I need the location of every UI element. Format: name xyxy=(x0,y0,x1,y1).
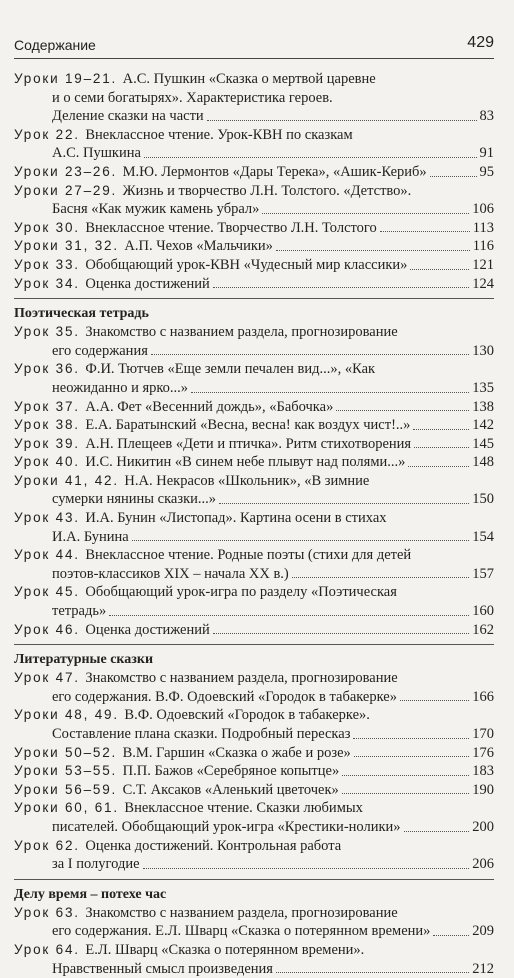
page-reference: 124 xyxy=(472,275,494,292)
lesson-label: Урок 38. xyxy=(14,417,86,433)
lesson-title: Урок 35. Знакомство с названием раздела, прогнозирование xyxy=(14,324,398,341)
lesson-title-continued: И.А. Бунина xyxy=(52,528,129,545)
toc-entry-line xyxy=(14,453,494,472)
toc-entry[interactable] xyxy=(14,182,494,219)
dot-leader xyxy=(276,250,470,251)
toc-entry[interactable] xyxy=(14,256,494,275)
lesson-label: Урок 63. xyxy=(14,904,86,920)
dot-leader xyxy=(342,775,469,776)
toc-entry-line xyxy=(14,126,494,145)
toc-entry[interactable] xyxy=(14,416,494,435)
toc-entry[interactable] xyxy=(14,837,494,874)
toc-entry[interactable] xyxy=(14,323,494,360)
toc-entry-line xyxy=(14,360,494,379)
toc-entry[interactable] xyxy=(14,781,494,800)
toc-entry[interactable] xyxy=(14,762,494,781)
lesson-label: Урок 46. xyxy=(14,621,86,637)
toc-entry-line xyxy=(14,237,494,256)
toc-entry[interactable] xyxy=(14,435,494,454)
lesson-label: Уроки 27–29. xyxy=(14,182,123,198)
toc-entry-line xyxy=(14,107,494,126)
lesson-title: Уроки 56–59. С.Т. Аксаков «Аленький цветочек» xyxy=(14,781,339,798)
page-reference: 113 xyxy=(472,219,494,236)
lesson-label: Урок 62. xyxy=(14,837,86,853)
lesson-title-continued: писателей. Обобщающий урок-игра «Крестики-нолики» xyxy=(52,818,401,835)
page-reference: 157 xyxy=(472,565,494,582)
page-reference: 116 xyxy=(472,238,494,255)
page-reference: 176 xyxy=(472,744,494,761)
lesson-title: Урок 44. Внеклассное чтение. Родные поэты (стихи для детей xyxy=(14,547,412,564)
section-divider xyxy=(14,879,494,880)
toc-entry[interactable] xyxy=(14,70,494,126)
lesson-title: Урок 45. Обобщающий урок-игра по разделу «Поэтическая xyxy=(14,584,397,601)
toc-entry-line xyxy=(14,70,494,89)
page-reference: 135 xyxy=(472,379,494,396)
dot-leader xyxy=(380,231,470,232)
toc-entry-line xyxy=(14,342,494,361)
toc-entry-line xyxy=(14,398,494,417)
lesson-title-continued: Басня «Как мужик камень убрал» xyxy=(52,201,260,218)
lesson-label: Урок 39. xyxy=(14,435,86,451)
lesson-label: Уроки 60, 61. xyxy=(14,800,125,816)
section-divider xyxy=(14,298,494,299)
lesson-title-continued: Нравственный смысл произведения xyxy=(52,960,273,977)
lesson-title: Уроки 50–52. В.М. Гаршин «Сказка о жабе и розе» xyxy=(14,744,351,761)
section-heading: Литературные сказки xyxy=(14,652,154,668)
lesson-title-continued: за I полугодие xyxy=(52,856,140,873)
lesson-title-continued: его содержания. В.Ф. Одоевский «Городок в табакерке» xyxy=(52,688,397,705)
lesson-label: Урок 36. xyxy=(14,361,86,377)
lesson-label: Урок 64. xyxy=(14,941,86,957)
page-reference: 138 xyxy=(472,398,494,415)
dot-leader xyxy=(143,868,470,869)
page-reference: 162 xyxy=(472,621,494,638)
toc-entry[interactable] xyxy=(14,219,494,238)
toc-entry-line xyxy=(14,435,494,454)
lesson-title: Урок 37. А.А. Фет «Весенний дождь», «Бабочка» xyxy=(14,398,334,415)
lesson-title: Уроки 19–21. А.С. Пушкин «Сказка о мертвой царевне xyxy=(14,71,376,87)
lesson-title: Уроки 48, 49. В.Ф. Одоевский «Городок в табакерке». xyxy=(14,707,370,724)
page-reference: 121 xyxy=(472,256,494,273)
lesson-title: Урок 30. Внеклассное чтение. Творчество Л.Н. Толстого xyxy=(14,219,377,236)
lesson-title: Урок 62. Оценка достижений. Контрольная работа xyxy=(14,837,342,854)
toc-entry[interactable] xyxy=(14,669,494,706)
dot-leader xyxy=(354,756,469,757)
table-of-contents xyxy=(14,70,494,978)
toc-entry-line xyxy=(14,144,494,163)
lesson-title-continued: Деление сказки на части xyxy=(52,108,204,125)
lesson-title-continued: тетрадь» xyxy=(52,603,107,620)
toc-entry-line xyxy=(14,182,494,201)
lesson-label: Урок 47. xyxy=(14,670,86,686)
lesson-label: Уроки 23–26. xyxy=(14,163,123,179)
toc-entry-line xyxy=(14,762,494,781)
lesson-label: Уроки 56–59. xyxy=(14,781,123,797)
lesson-title: Урок 39. А.Н. Плещеев «Дети и птичка». Ритм стихотворения xyxy=(14,435,412,452)
lesson-title: Уроки 53–55. П.П. Бажов «Серебряное копытце» xyxy=(14,763,340,780)
page-reference: 170 xyxy=(472,726,494,742)
toc-entry[interactable] xyxy=(14,904,494,941)
lesson-label: Уроки 41, 42. xyxy=(14,472,125,488)
lesson-title: Уроки 41, 42. Н.А. Некрасов «Школьник», «В зимние xyxy=(14,472,370,489)
page-reference: 142 xyxy=(472,417,494,434)
toc-entry-line xyxy=(14,904,494,923)
toc-entry-line xyxy=(14,706,494,725)
dot-leader xyxy=(262,213,469,214)
toc-entry-line xyxy=(14,621,494,640)
lesson-label: Урок 22. xyxy=(14,126,86,142)
lesson-label: Урок 37. xyxy=(14,398,86,414)
dot-leader xyxy=(342,793,469,794)
lesson-label: Урок 43. xyxy=(14,510,86,526)
toc-entry-line xyxy=(14,256,494,275)
page-reference: 209 xyxy=(472,923,494,940)
lesson-title-continued: и о семи богатырях». Характеристика героев. xyxy=(52,89,333,106)
running-header xyxy=(14,34,494,59)
toc-entry-line xyxy=(14,669,494,688)
toc-entry[interactable] xyxy=(14,472,494,509)
page-reference: 212 xyxy=(472,960,494,977)
lesson-label: Урок 40. xyxy=(14,454,86,470)
toc-entry[interactable] xyxy=(14,360,494,397)
lesson-title-continued: его содержания. Е.Л. Шварц «Сказка о потерянном времени» xyxy=(52,923,431,940)
dot-leader xyxy=(400,700,469,701)
toc-entry-line xyxy=(14,200,494,219)
lesson-label: Уроки 48, 49. xyxy=(14,707,125,723)
lesson-title-continued: сумерки нянины сказки...» xyxy=(52,491,217,508)
lesson-label: Урок 45. xyxy=(14,584,86,600)
toc-entry-line xyxy=(14,855,494,874)
toc-entry-line xyxy=(14,472,494,491)
toc-entry[interactable] xyxy=(14,509,494,546)
toc-entry[interactable] xyxy=(14,163,494,182)
lesson-title-continued: Составление плана сказки. Подробный пересказ xyxy=(52,726,351,742)
toc-entry-line xyxy=(14,546,494,565)
toc-entry[interactable] xyxy=(14,621,494,640)
lesson-label: Уроки 19–21. xyxy=(14,71,123,86)
page-reference: 91 xyxy=(479,145,494,162)
dot-leader xyxy=(433,935,469,936)
dot-leader xyxy=(207,120,477,121)
toc-entry-line xyxy=(14,565,494,584)
toc-entry-line xyxy=(14,509,494,528)
toc-entry[interactable] xyxy=(14,237,494,256)
dot-leader xyxy=(410,269,469,270)
dot-leader xyxy=(408,466,469,467)
page-reference: 183 xyxy=(472,763,494,780)
lesson-title-continued: А.С. Пушкина xyxy=(52,145,141,162)
toc-entry-line xyxy=(14,219,494,238)
toc-entry-line xyxy=(14,163,494,182)
toc-entry-line xyxy=(14,379,494,398)
page-reference: 106 xyxy=(472,201,494,218)
toc-entry-line xyxy=(14,602,494,621)
lesson-title: Уроки 27–29. Жизнь и творчество Л.Н. Толстого. «Детство». xyxy=(14,182,412,199)
lesson-title-continued: его содержания xyxy=(52,342,148,359)
dot-leader xyxy=(276,972,469,973)
toc-entry-line xyxy=(14,837,494,856)
dot-leader xyxy=(219,503,469,504)
dot-leader xyxy=(213,287,469,288)
toc-entry-line xyxy=(14,744,494,763)
page-reference: 148 xyxy=(472,454,494,471)
toc-entry[interactable] xyxy=(14,941,494,978)
toc-entry-line xyxy=(14,275,494,294)
section-title: Содержание xyxy=(14,37,96,53)
toc-entry[interactable] xyxy=(14,706,494,743)
toc-entry-line xyxy=(14,583,494,602)
lesson-label: Урок 35. xyxy=(14,324,86,340)
lesson-label: Урок 44. xyxy=(14,547,86,563)
lesson-title-continued: поэтов-классиков XIX – начала XX в.) xyxy=(52,565,289,582)
lesson-title-continued: неожиданно и ярко...» xyxy=(52,379,189,396)
dot-leader xyxy=(109,615,469,616)
lesson-title: Урок 47. Знакомство с названием раздела, прогнозирование xyxy=(14,670,398,687)
page-reference: 160 xyxy=(472,603,494,620)
toc-entry[interactable] xyxy=(14,275,494,294)
page-reference: 95 xyxy=(479,163,494,180)
page-reference: 145 xyxy=(472,435,494,452)
lesson-title: Урок 22. Внеклассное чтение. Урок-КВН по сказкам xyxy=(14,126,353,143)
lesson-title: Уроки 60, 61. Внеклассное чтение. Сказки любимых xyxy=(14,800,363,817)
dot-leader xyxy=(413,429,469,430)
dot-leader xyxy=(191,392,469,393)
lesson-title: Урок 43. И.А. Бунин «Листопад». Картина осени в стихах xyxy=(14,510,387,527)
toc-entry-line xyxy=(14,323,494,342)
toc-entry-line xyxy=(14,941,494,960)
toc-entry[interactable] xyxy=(14,546,494,583)
toc-entry-line xyxy=(14,416,494,435)
dot-leader xyxy=(414,447,469,448)
toc-entry[interactable] xyxy=(14,126,494,163)
page-reference: 206 xyxy=(472,856,494,873)
lesson-title: Урок 33. Обобщающий урок-КВН «Чудесный мир классики» xyxy=(14,256,408,273)
lesson-label: Урок 34. xyxy=(14,275,86,291)
dot-leader xyxy=(336,410,469,411)
lesson-title: Урок 36. Ф.И. Тютчев «Еще земли печален вид...», «Как xyxy=(14,361,376,378)
lesson-title: Урок 38. Е.А. Баратынский «Весна, весна! как воздух чист!..» xyxy=(14,417,411,434)
toc-entry-line xyxy=(14,688,494,707)
toc-entry-line xyxy=(14,922,494,941)
lesson-title: Урок 34. Оценка достижений xyxy=(14,275,210,292)
dot-leader xyxy=(353,738,469,739)
dot-leader xyxy=(430,176,477,177)
lesson-label: Урок 33. xyxy=(14,256,86,272)
toc-entry[interactable] xyxy=(14,799,494,836)
page-reference: 200 xyxy=(472,818,494,835)
dot-leader xyxy=(151,354,469,355)
toc-entry-line xyxy=(14,781,494,800)
dot-leader xyxy=(292,577,469,578)
toc-entry[interactable] xyxy=(14,583,494,620)
section-divider xyxy=(14,644,494,645)
toc-entry[interactable] xyxy=(14,453,494,472)
toc-entry-line xyxy=(14,818,494,837)
section-heading: Делу время – потехе час xyxy=(14,886,167,902)
dot-leader xyxy=(404,831,470,832)
page-reference: 83 xyxy=(479,108,494,125)
toc-entry-line xyxy=(14,89,494,108)
lesson-label: Уроки 50–52. xyxy=(14,744,123,760)
lesson-label: Уроки 31, 32. xyxy=(14,238,125,254)
lesson-title: Уроки 23–26. М.Ю. Лермонтов «Дары Терека», «Ашик-Кериб» xyxy=(14,163,427,180)
dot-leader xyxy=(132,540,470,541)
toc-entry-line xyxy=(14,725,494,744)
lesson-title: Урок 40. И.С. Никитин «В синем небе плывут над полями...» xyxy=(14,454,406,471)
toc-entry-line xyxy=(14,960,494,978)
toc-entry-line xyxy=(14,528,494,547)
toc-entry[interactable] xyxy=(14,744,494,763)
page-reference: 130 xyxy=(472,342,494,359)
lesson-label: Уроки 53–55. xyxy=(14,763,123,779)
toc-entry[interactable] xyxy=(14,398,494,417)
dot-leader xyxy=(144,157,477,158)
lesson-label: Урок 30. xyxy=(14,219,86,235)
page-reference: 190 xyxy=(472,781,494,798)
lesson-title: Урок 46. Оценка достижений xyxy=(14,621,210,638)
page-number: 429 xyxy=(467,34,494,51)
toc-entry-line xyxy=(14,490,494,509)
lesson-title: Урок 63. Знакомство с названием раздела, прогнозирование xyxy=(14,904,398,921)
lesson-title: Урок 64. Е.Л. Шварц «Сказка о потерянном времени». xyxy=(14,941,365,958)
page-reference: 166 xyxy=(472,688,494,705)
page-reference: 150 xyxy=(472,491,494,508)
section-heading: Поэтическая тетрадь xyxy=(14,306,149,322)
lesson-title: Уроки 31, 32. А.П. Чехов «Мальчики» xyxy=(14,238,273,255)
page-reference: 154 xyxy=(472,528,494,545)
dot-leader xyxy=(213,633,469,634)
toc-entry-line xyxy=(14,799,494,818)
